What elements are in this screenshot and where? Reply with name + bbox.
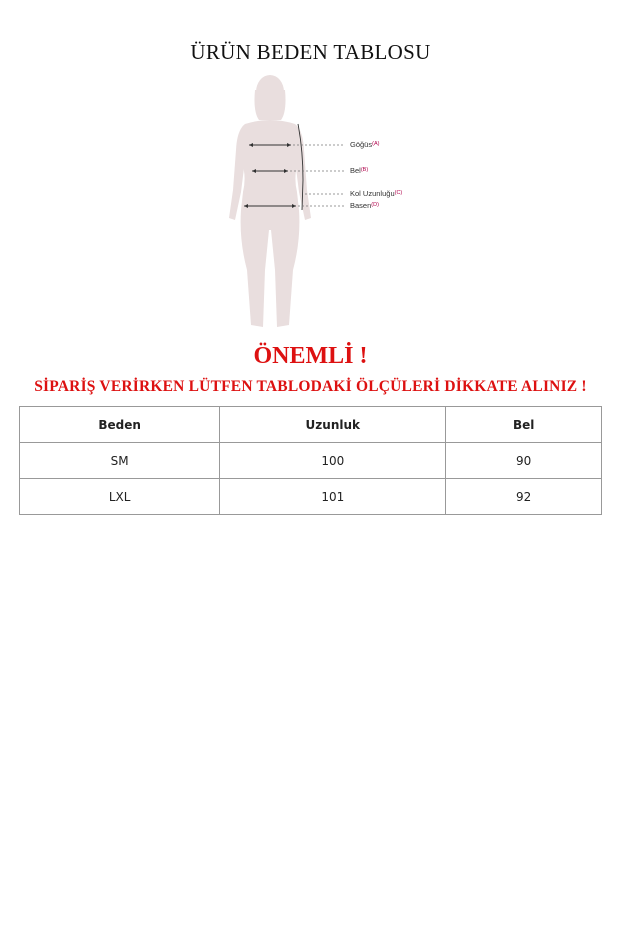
cell-size: LXL	[20, 479, 220, 515]
cell-waist: 90	[446, 443, 602, 479]
waist-label: Bel$^{(B)}$	[350, 166, 369, 175]
warning-text: SİPARİŞ VERİRKEN LÜTFEN TABLODAKİ ÖLÇÜLERİ DİKKATE ALINIZ !	[34, 378, 587, 395]
cell-length: 100	[220, 443, 446, 479]
table-row	[20, 479, 602, 515]
header-size: Beden	[20, 407, 220, 443]
body-measurement-figure	[195, 70, 445, 335]
header-length: Uzunluk	[220, 407, 446, 443]
page-title: ÜRÜN BEDEN TABLOSU	[190, 40, 431, 64]
table-row	[20, 443, 602, 479]
cell-size: SM	[20, 443, 220, 479]
chest-label: Göğüs$^{(A)}$	[350, 140, 380, 149]
table-header-row	[20, 407, 602, 443]
hip-label: Basen$^{(D)}$	[350, 201, 379, 210]
important-heading: ÖNEMLİ !	[253, 343, 368, 369]
sleeve-length-label: Kol Uzunluğu$^{(C)}$	[350, 189, 403, 198]
silhouette-illustration	[195, 70, 445, 335]
size-table	[19, 406, 602, 515]
header-waist: Bel	[446, 407, 602, 443]
cell-waist: 92	[446, 479, 602, 515]
cell-length: 101	[220, 479, 446, 515]
